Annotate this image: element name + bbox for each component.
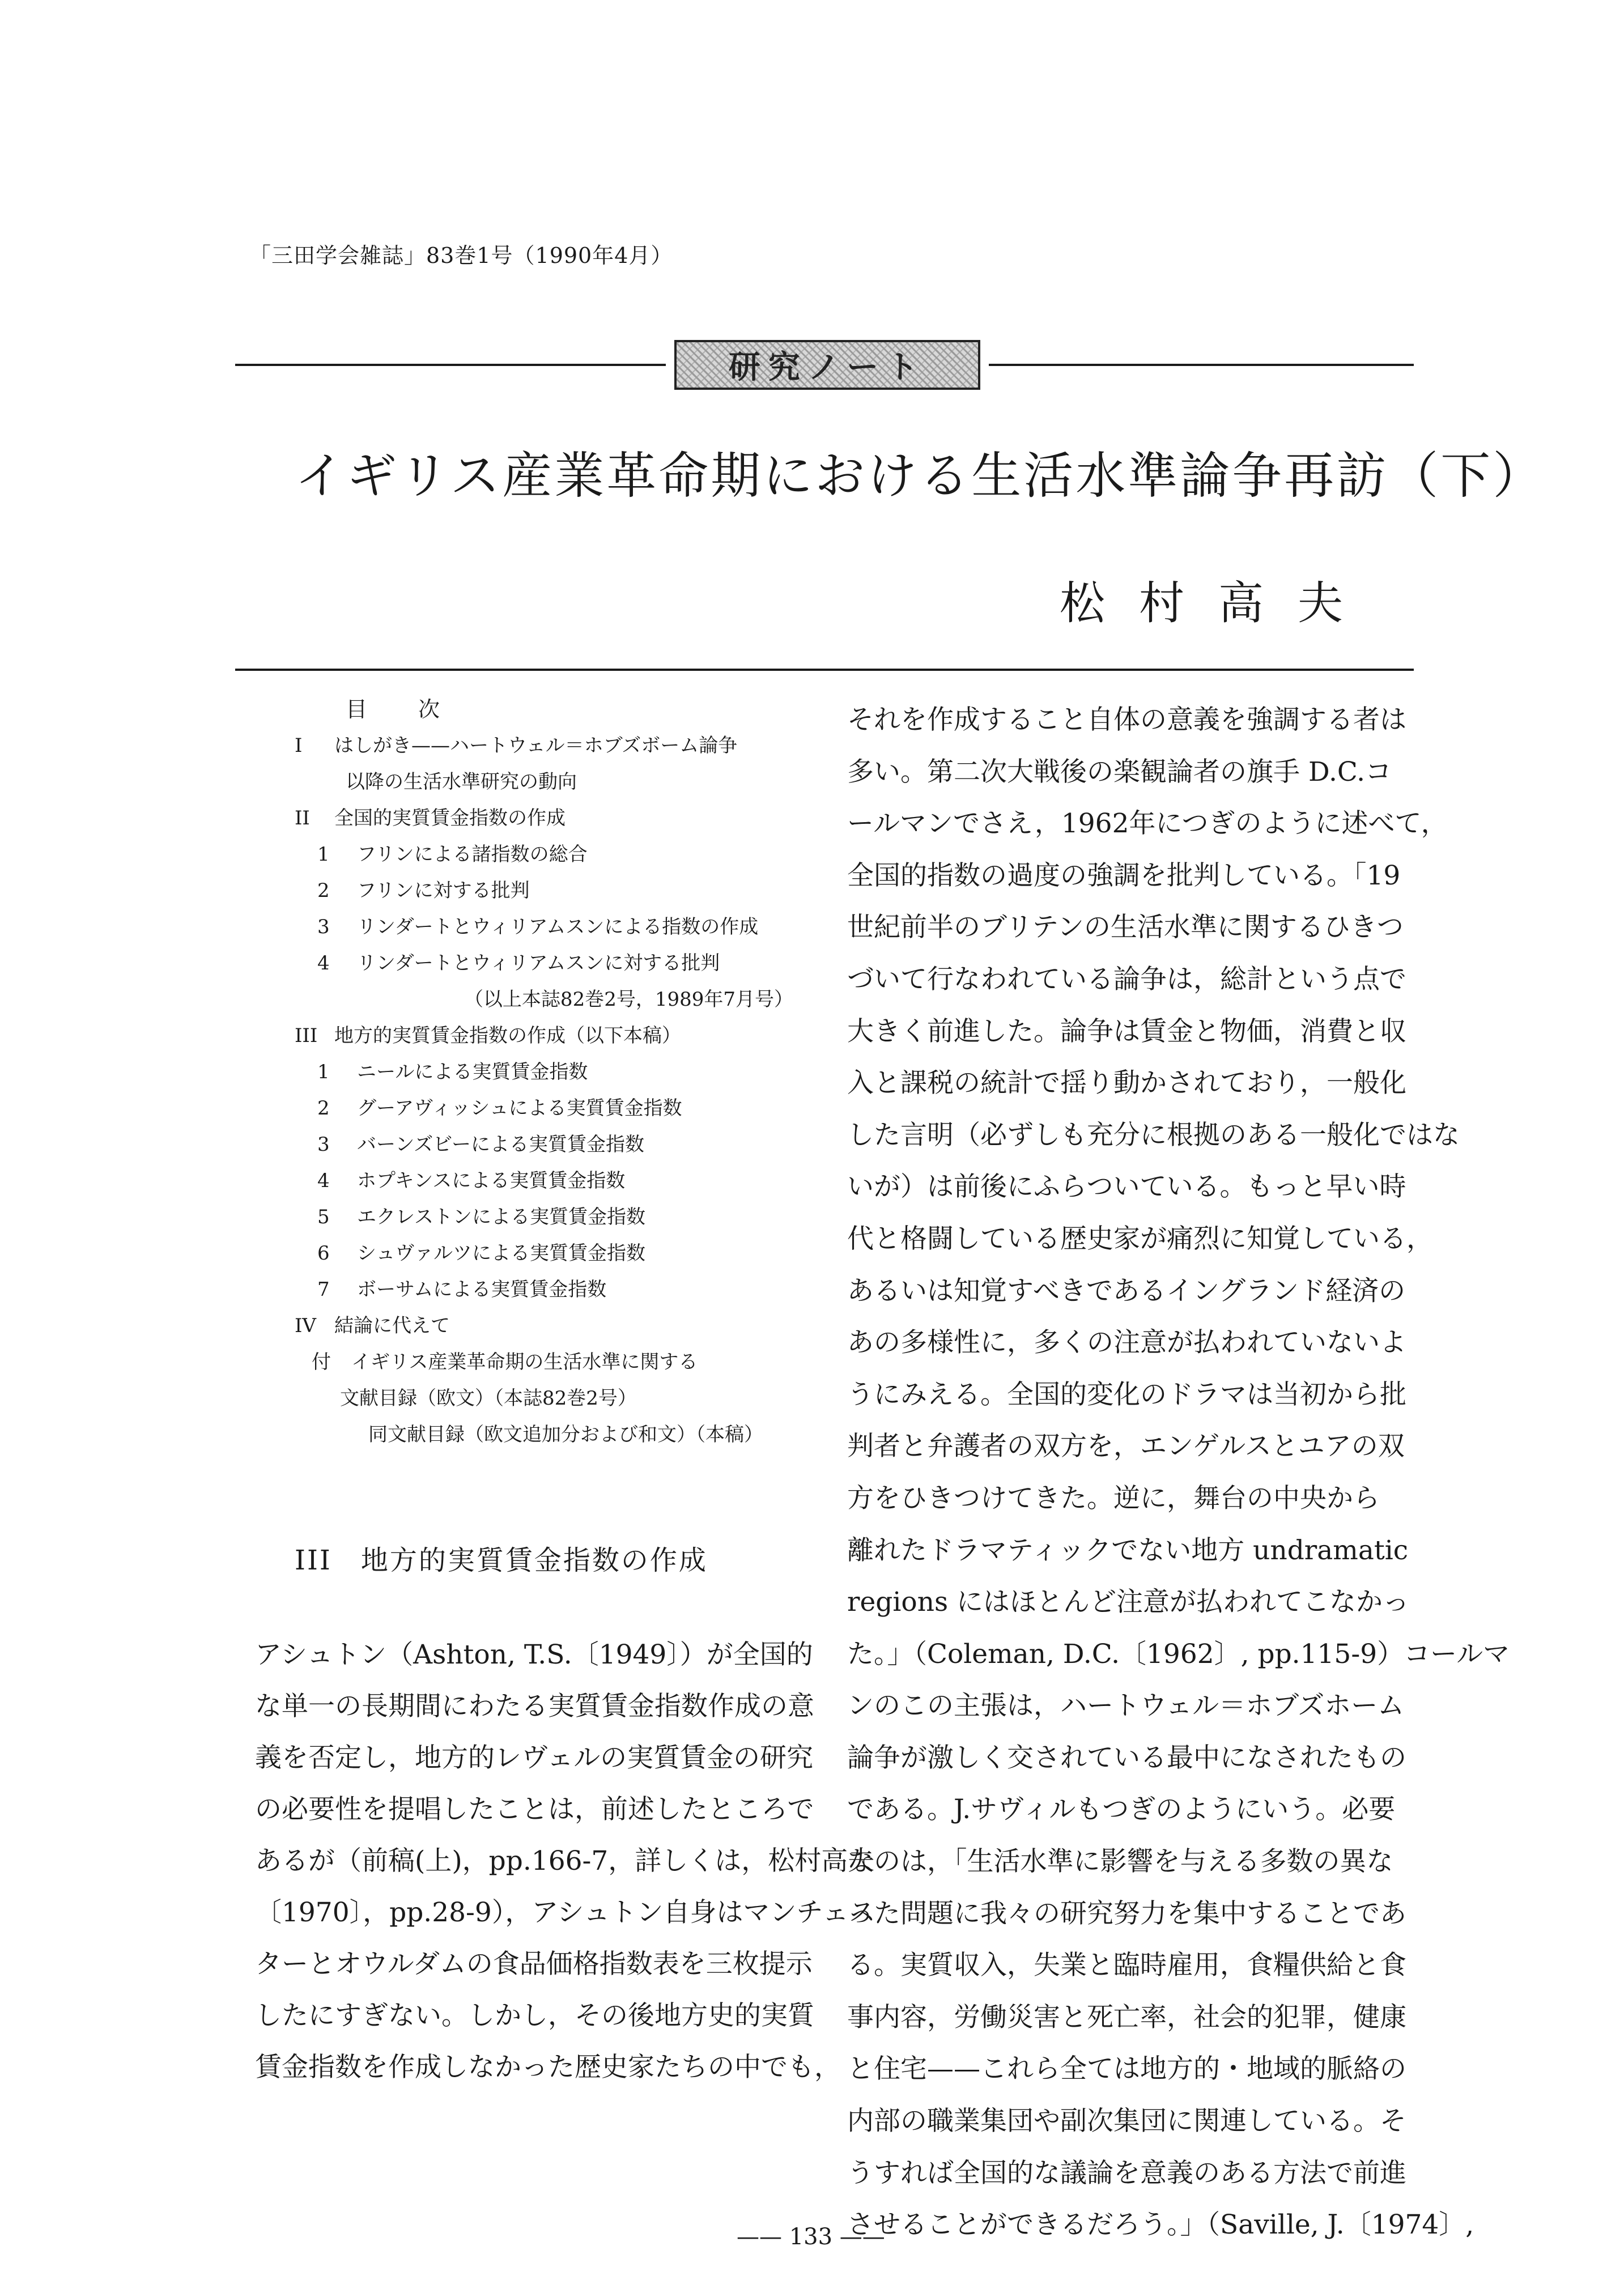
text-line: 入と課税の統計で揺り動かされており，一般化 (847, 1067, 1406, 1099)
toc-entry (295, 1090, 805, 1126)
toc-entry-text: 以降の生活水準研究の動向 (346, 771, 577, 793)
toc-entry (295, 728, 805, 764)
text-line: 事内容，労働災害と死亡率，社会的犯罪，健康 (847, 2001, 1406, 2033)
toc-entry (295, 1344, 805, 1380)
toc-entry-text: グーアヴィッシュによる実質賃金指数 (357, 1097, 682, 1120)
toc-heading: 目次 (346, 697, 491, 722)
text-line: いが）は前後にふらついている。もっと早い時 (847, 1171, 1406, 1203)
toc-entry-text: 結論に代えて (334, 1314, 450, 1337)
toc-entry (295, 981, 805, 1018)
toc-entry-text: フリンによる諸指数の総合 (357, 843, 588, 866)
toc-entries (295, 728, 805, 1453)
text-line: 全国的指数の過度の強調を批判している。「19 (847, 860, 1401, 891)
table-of-contents (295, 691, 805, 1453)
text-line: あるが（前稿(上)，pp.166-7，詳しくは，松村高夫 (255, 1845, 875, 1877)
toc-entry-number: 4 (317, 952, 330, 975)
text-line: あるいは知覚すべきであるイングランド経済の (847, 1275, 1406, 1307)
toc-entry (295, 800, 805, 836)
page-number: —— 133 —— (737, 2224, 885, 2250)
text-line: したにすぎない。しかし，その後地方史的実質 (255, 2000, 814, 2031)
toc-entry-text: 全国的実質賃金指数の作成 (334, 807, 566, 829)
toc-entry-number: 4 (317, 1169, 330, 1192)
text-line: 義を否定し，地方的レヴェルの実質賃金の研究 (255, 1742, 814, 1773)
right-column-text (847, 694, 1510, 2251)
toc-entry (295, 1054, 805, 1090)
section-heading: III 地方的実質賃金指数の作成 (295, 1545, 708, 1576)
toc-entry-number: 2 (317, 879, 330, 902)
toc-entry (295, 1018, 805, 1054)
text-line: 大きく前進した。論争は賃金と物価，消費と収 (847, 1015, 1406, 1047)
text-line: それを作成すること自体の意義を強調する者は (847, 704, 1406, 735)
toc-entry-number: 3 (317, 1133, 330, 1156)
toc-entry-text: （以上本誌82巻2号，1989年7月号） (464, 988, 793, 1011)
title-divider (235, 669, 1414, 671)
toc-entry (295, 1163, 805, 1199)
toc-entry-number: IV (295, 1314, 316, 1337)
toc-entry (295, 764, 805, 800)
text-line: である。J.サヴィルもつぎのようにいう。必要 (847, 1794, 1396, 1826)
text-line: うにみえる。全国的変化のドラマは当初から批 (847, 1379, 1406, 1410)
toc-entry-text: リンダートとウィリアムスンに対する批判 (357, 952, 720, 975)
toc-entry (295, 1380, 805, 1416)
toc-entry (295, 1126, 805, 1163)
toc-entry-text: はしがき——ハートウェル＝ホブズボーム論争 (334, 734, 738, 757)
text-line: 論争が激しく交されている最中になされたもの (847, 1742, 1406, 1773)
text-line: うすれば全国的な議論を意義のある方法で前進 (847, 2157, 1406, 2189)
author-name: 松村高夫 (1060, 577, 1377, 629)
text-line: る。実質収入，失業と臨時雇用，食糧供給と食 (847, 1950, 1406, 1981)
toc-entry-number: 7 (317, 1278, 330, 1301)
toc-entry-number: 1 (317, 1061, 330, 1083)
toc-entry (295, 1235, 805, 1271)
toc-entry (295, 1271, 805, 1308)
toc-entry-number: 3 (317, 916, 330, 938)
journal-reference: 「三田学会雑誌」83巻1号（1990年4月） (249, 243, 673, 268)
toc-entry (295, 1416, 805, 1453)
rule-left (235, 364, 666, 366)
toc-entry (295, 909, 805, 945)
text-line: た。」（Coleman, D.C.〔1962〕, pp.115-9）コールマ (847, 1638, 1510, 1670)
toc-entry (295, 836, 805, 873)
toc-entry-text: エクレストンによる実質賃金指数 (357, 1206, 645, 1228)
text-line: な単一の長期間にわたる実質賃金指数作成の意 (255, 1691, 814, 1722)
toc-entry-number: 1 (317, 843, 330, 866)
section-badge-rule (235, 340, 1414, 391)
article-title: イギリス産業革命期における生活水準論争再訪（下） (295, 446, 1545, 505)
toc-entry-text: イギリス産業革命期の生活水準に関する (351, 1351, 698, 1373)
text-line: 世紀前半のブリテンの生活水準に関するひきつ (847, 912, 1404, 943)
toc-entry-text: 地方的実質賃金指数の作成（以下本稿） (334, 1024, 681, 1047)
toc-entry-text: ニールによる実質賃金指数 (357, 1061, 588, 1083)
toc-entry-number: 付 (312, 1351, 331, 1373)
toc-entry-text: リンダートとウィリアムスンによる指数の作成 (357, 916, 759, 938)
toc-entry (295, 945, 805, 981)
rule-right (989, 364, 1414, 366)
text-line: った問題に我々の研究努力を集中することであ (847, 1898, 1406, 1929)
toc-entry-text: シュヴァルツによる実質賃金指数 (357, 1242, 645, 1265)
text-line: ターとオウルダムの食品価格指数表を三枚提示 (255, 1949, 813, 1980)
toc-entry-number: III (295, 1024, 318, 1047)
toc-entry-text: 文献目録（欧文）（本誌82巻2号） (340, 1387, 637, 1410)
left-column-text (255, 1629, 876, 2093)
toc-entry-text: ホプキンスによる実質賃金指数 (357, 1169, 626, 1192)
toc-entry-number: 5 (317, 1206, 330, 1228)
toc-entry-text: フリンに対する批判 (357, 879, 530, 902)
toc-entry-number: 6 (317, 1242, 330, 1265)
text-line: した言明（必ずしも充分に根拠のある一般化ではな (847, 1119, 1460, 1151)
toc-entry-text: 同文献目録（欧文追加分および和文）（本稿） (368, 1423, 763, 1446)
text-line: 判者と弁護者の双方を，エンゲルスとユアの双 (847, 1431, 1405, 1462)
text-line: づいて行なわれている論争は，総計という点で (847, 963, 1406, 995)
toc-entry (295, 873, 805, 909)
toc-entry (295, 1308, 805, 1344)
text-line: なのは，「生活水準に影響を与える多数の異な (847, 1846, 1393, 1878)
section-badge: 研究ノート (674, 340, 980, 390)
toc-entry-text: バーンズビーによる実質賃金指数 (357, 1133, 644, 1156)
toc-entry-text: ボーサムによる実質賃金指数 (357, 1278, 607, 1301)
text-line: regions にはほとんど注意が払われてこなかっ (847, 1586, 1410, 1618)
text-line: ールマンでさえ，1962年につぎのように述べて， (847, 808, 1448, 840)
text-line: アシュトン（Ashton, T.S.〔1949〕）が全国的 (255, 1639, 813, 1670)
text-line: 〔1970〕，pp.28-9），アシュトン自身はマンチェス (255, 1897, 876, 1928)
text-line: ンのこの主張は，ハートウェル＝ホブズホーム (847, 1690, 1405, 1722)
text-line: 方をひきつけてきた。逆に，舞台の中央から (847, 1482, 1380, 1514)
text-line: 内部の職業集団や副次集団に関連している。そ (847, 2105, 1406, 2137)
text-line: と住宅——これら全ては地方的・地域的脈絡の (847, 2053, 1406, 2085)
text-line: 多い。第二次大戦後の楽観論者の旗手 D.C.コ (847, 756, 1392, 788)
text-line: 賃金指数を作成しなかった歴史家たちの中でも， (255, 2052, 841, 2083)
text-line: 代と格闘している歴史家が痛烈に知覚している， (847, 1223, 1433, 1254)
toc-entry-number: I (295, 734, 303, 757)
toc-entry-number: 2 (317, 1097, 330, 1120)
text-line: あの多様性に，多くの注意が払われていないよ (847, 1327, 1406, 1359)
text-line: させることができるだろう。」（Saville, J.〔1974〕, (847, 2209, 1474, 2241)
text-line: 離れたドラマティックでない地方 undramatic (847, 1534, 1409, 1566)
toc-entry (295, 1199, 805, 1235)
text-line: の必要性を提唱したことは，前述したところで (255, 1794, 814, 1825)
toc-entry-number: II (295, 807, 310, 829)
